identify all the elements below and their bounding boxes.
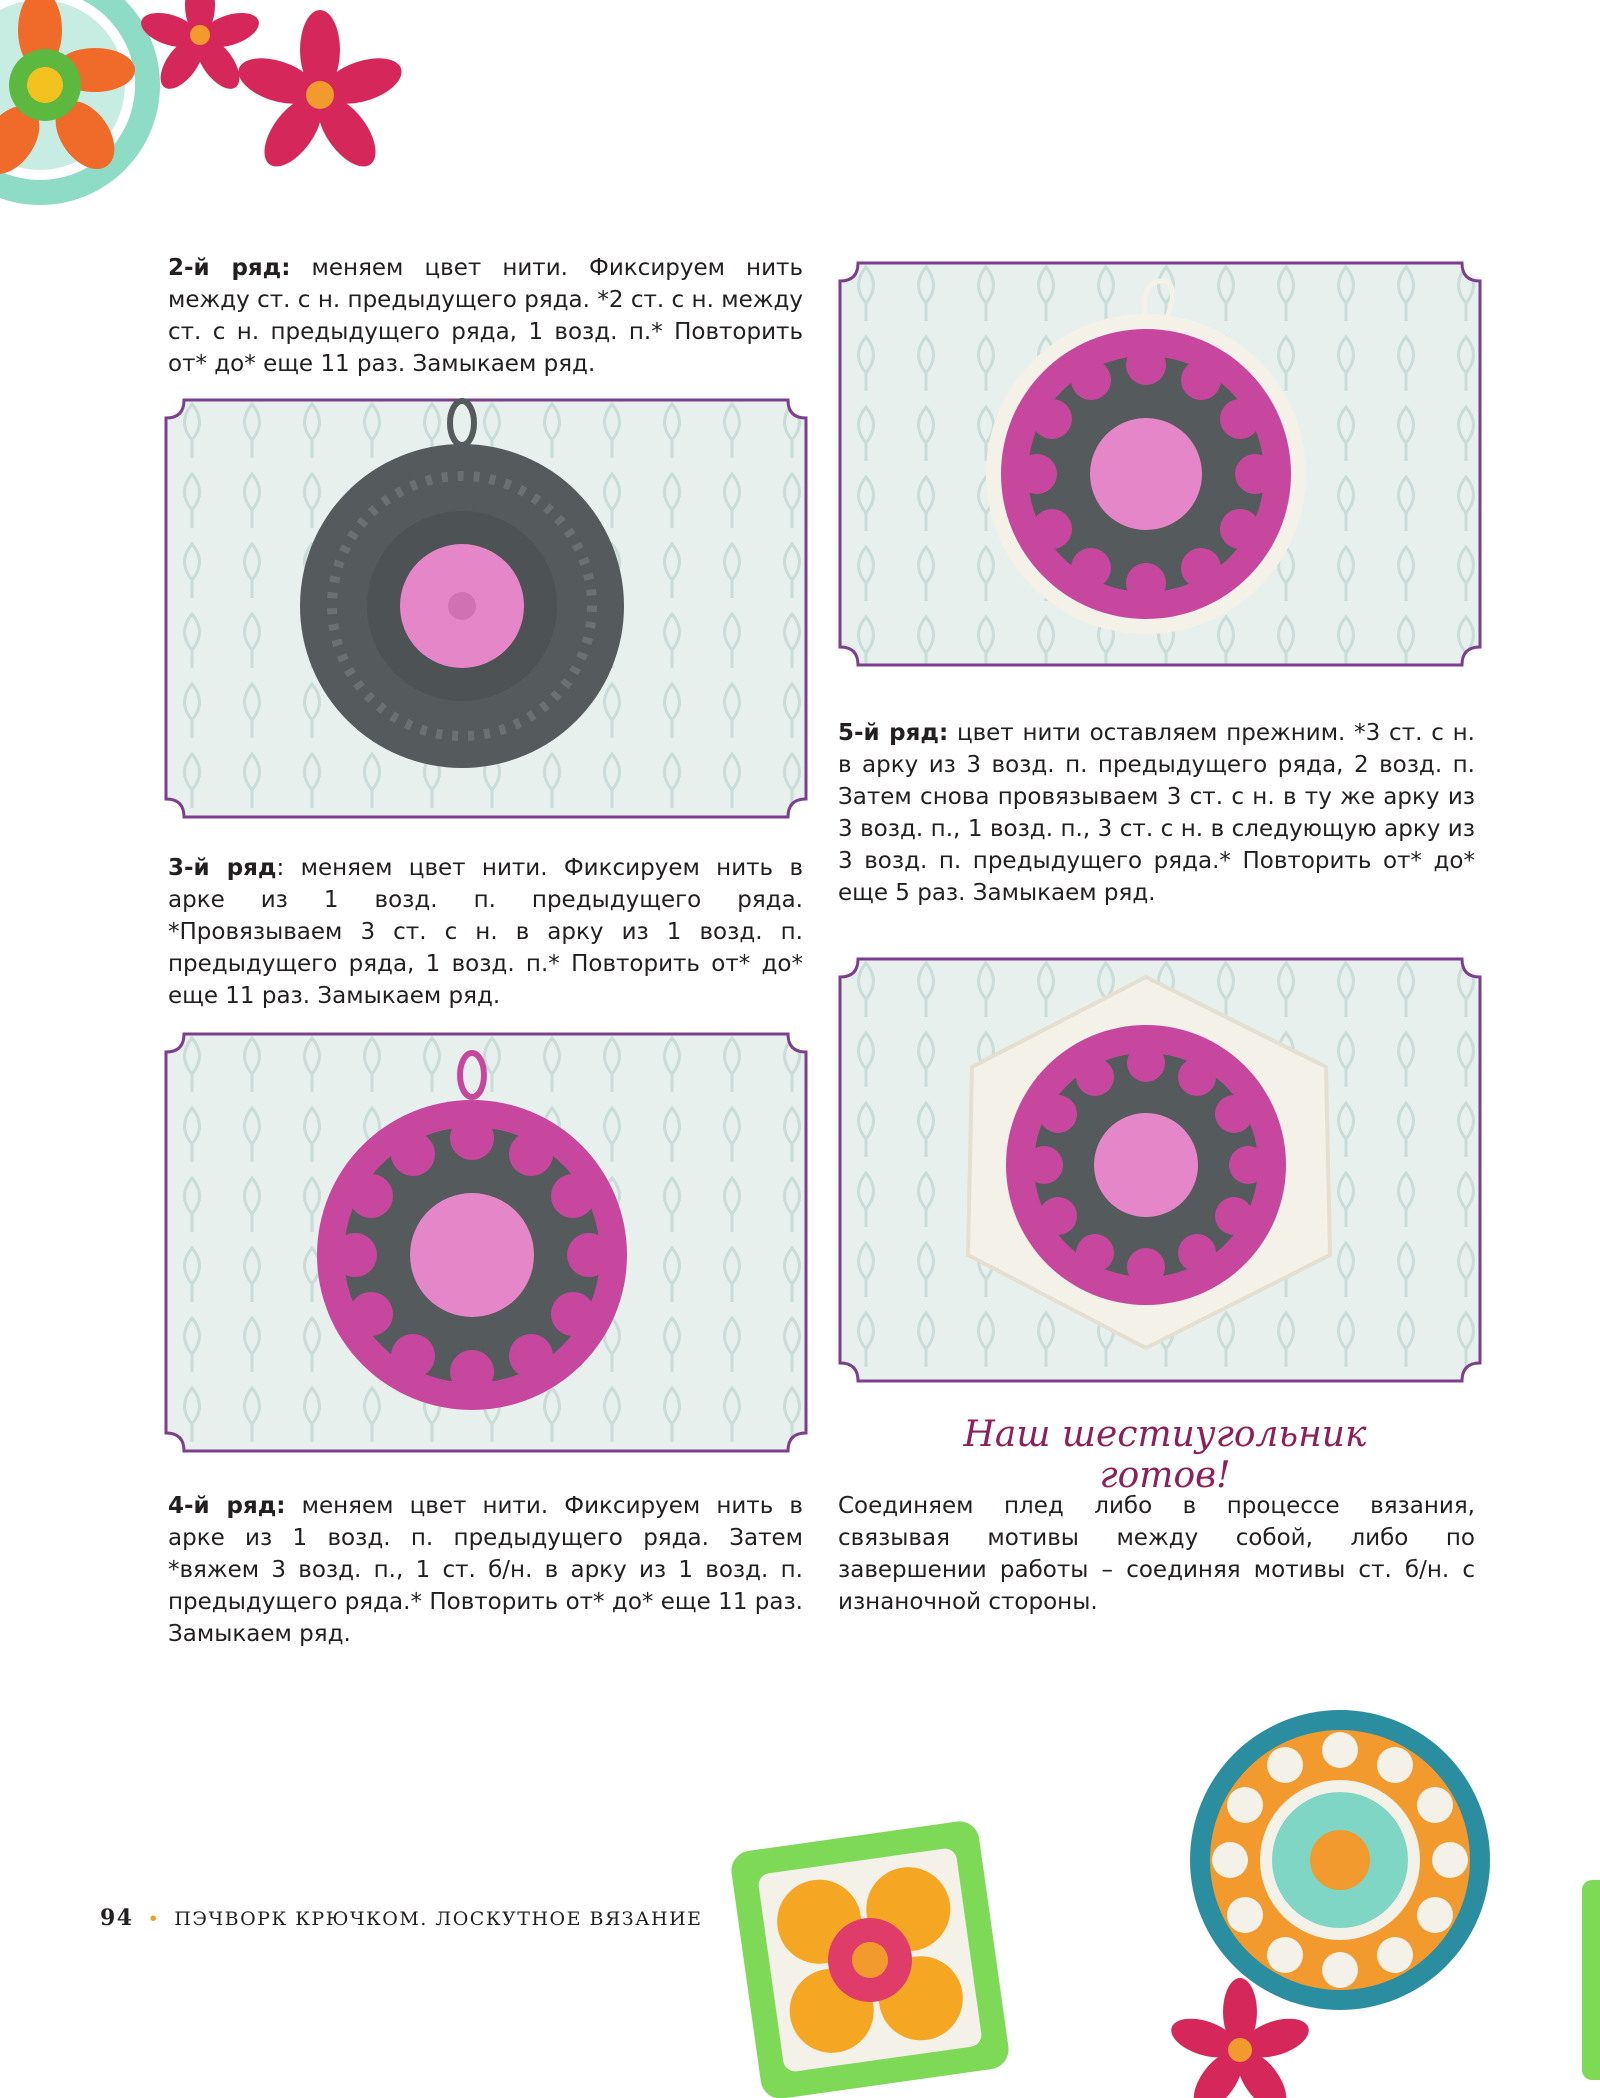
photo-row-3 <box>162 1030 810 1455</box>
book-title: ПЭЧВОРК КРЮЧКОМ. ЛОСКУТНОЕ ВЯЗАНИЕ <box>174 1908 703 1930</box>
page-number: 94 <box>100 1905 134 1931</box>
row-2-label: 2-й ряд: <box>168 255 291 281</box>
row-2-text: меняем цвет нити. Фиксируем нить между ст. с н. предыдущего ряда. *2 ст. с н. между ст. с н. предыдущего ряда, 1 возд. п.* Повторить от* до* еще 11 раз. Замыкаем ряд. <box>168 255 803 377</box>
paragraph-row-5 <box>838 717 1475 909</box>
join-text: Соединяем плед либо в процессе вязания, связывая мотивы между собой, либо по завершении работы – соединяя мотивы ст. б/н. с изнаночной стороны. <box>838 1493 1475 1615</box>
crochet-flower-decoration-top-left <box>0 0 420 270</box>
page-footer <box>100 1905 703 1931</box>
row-5-text: цвет нити оставляем прежним. *3 ст. с н. в арку из 3 возд. п. предыдущего ряда, 2 возд. п. Затем снова провязываем 3 ст. с н. в ту же арку из 3 возд. п., 1 возд. п., 3 ст. с н. в следующую арку из 3 возд. п. предыдущего ряда.* Повторить от* до* еще 5 раз. Замыкаем ряд. <box>838 720 1475 906</box>
row-3-label: 3-й ряд <box>168 855 277 881</box>
photo-row-4 <box>836 259 1484 669</box>
row-3-text: : меняем цвет нити. Фиксируем нить в арке из 1 возд. п. предыдущего ряда. *Провязываем 3 ст. с н. в арку из 1 возд. п. предыдущего ряда, 1 возд. п.* Повторить от* до* еще 11 раз. Замыкаем ряд. <box>168 855 803 1009</box>
paragraph-row-4 <box>168 1490 803 1650</box>
paragraph-join <box>838 1490 1475 1618</box>
row-4-text: меняем цвет нити. Фиксируем нить в арке из 1 возд. п. предыдущего ряда. Затем *вяжем 3 возд. п., 1 ст. б/н. в арку из 1 возд. п. предыдущего ряда.* Повторить от* до* еще 11 раз. Замыкаем ряд. <box>168 1493 803 1647</box>
section-heading: Наш шестиугольник готов! <box>963 1414 1367 1496</box>
crochet-motifs-decoration-bottom <box>720 1690 1600 2098</box>
separator-dot: • <box>147 1908 161 1930</box>
row-5-label: 5-й ряд: <box>838 720 949 746</box>
paragraph-row-2 <box>168 252 803 380</box>
photo-row-2 <box>162 396 810 821</box>
paragraph-row-3 <box>168 852 803 1012</box>
row-4-label: 4-й ряд: <box>168 1493 286 1519</box>
photo-row-5-hexagon <box>836 955 1484 1385</box>
